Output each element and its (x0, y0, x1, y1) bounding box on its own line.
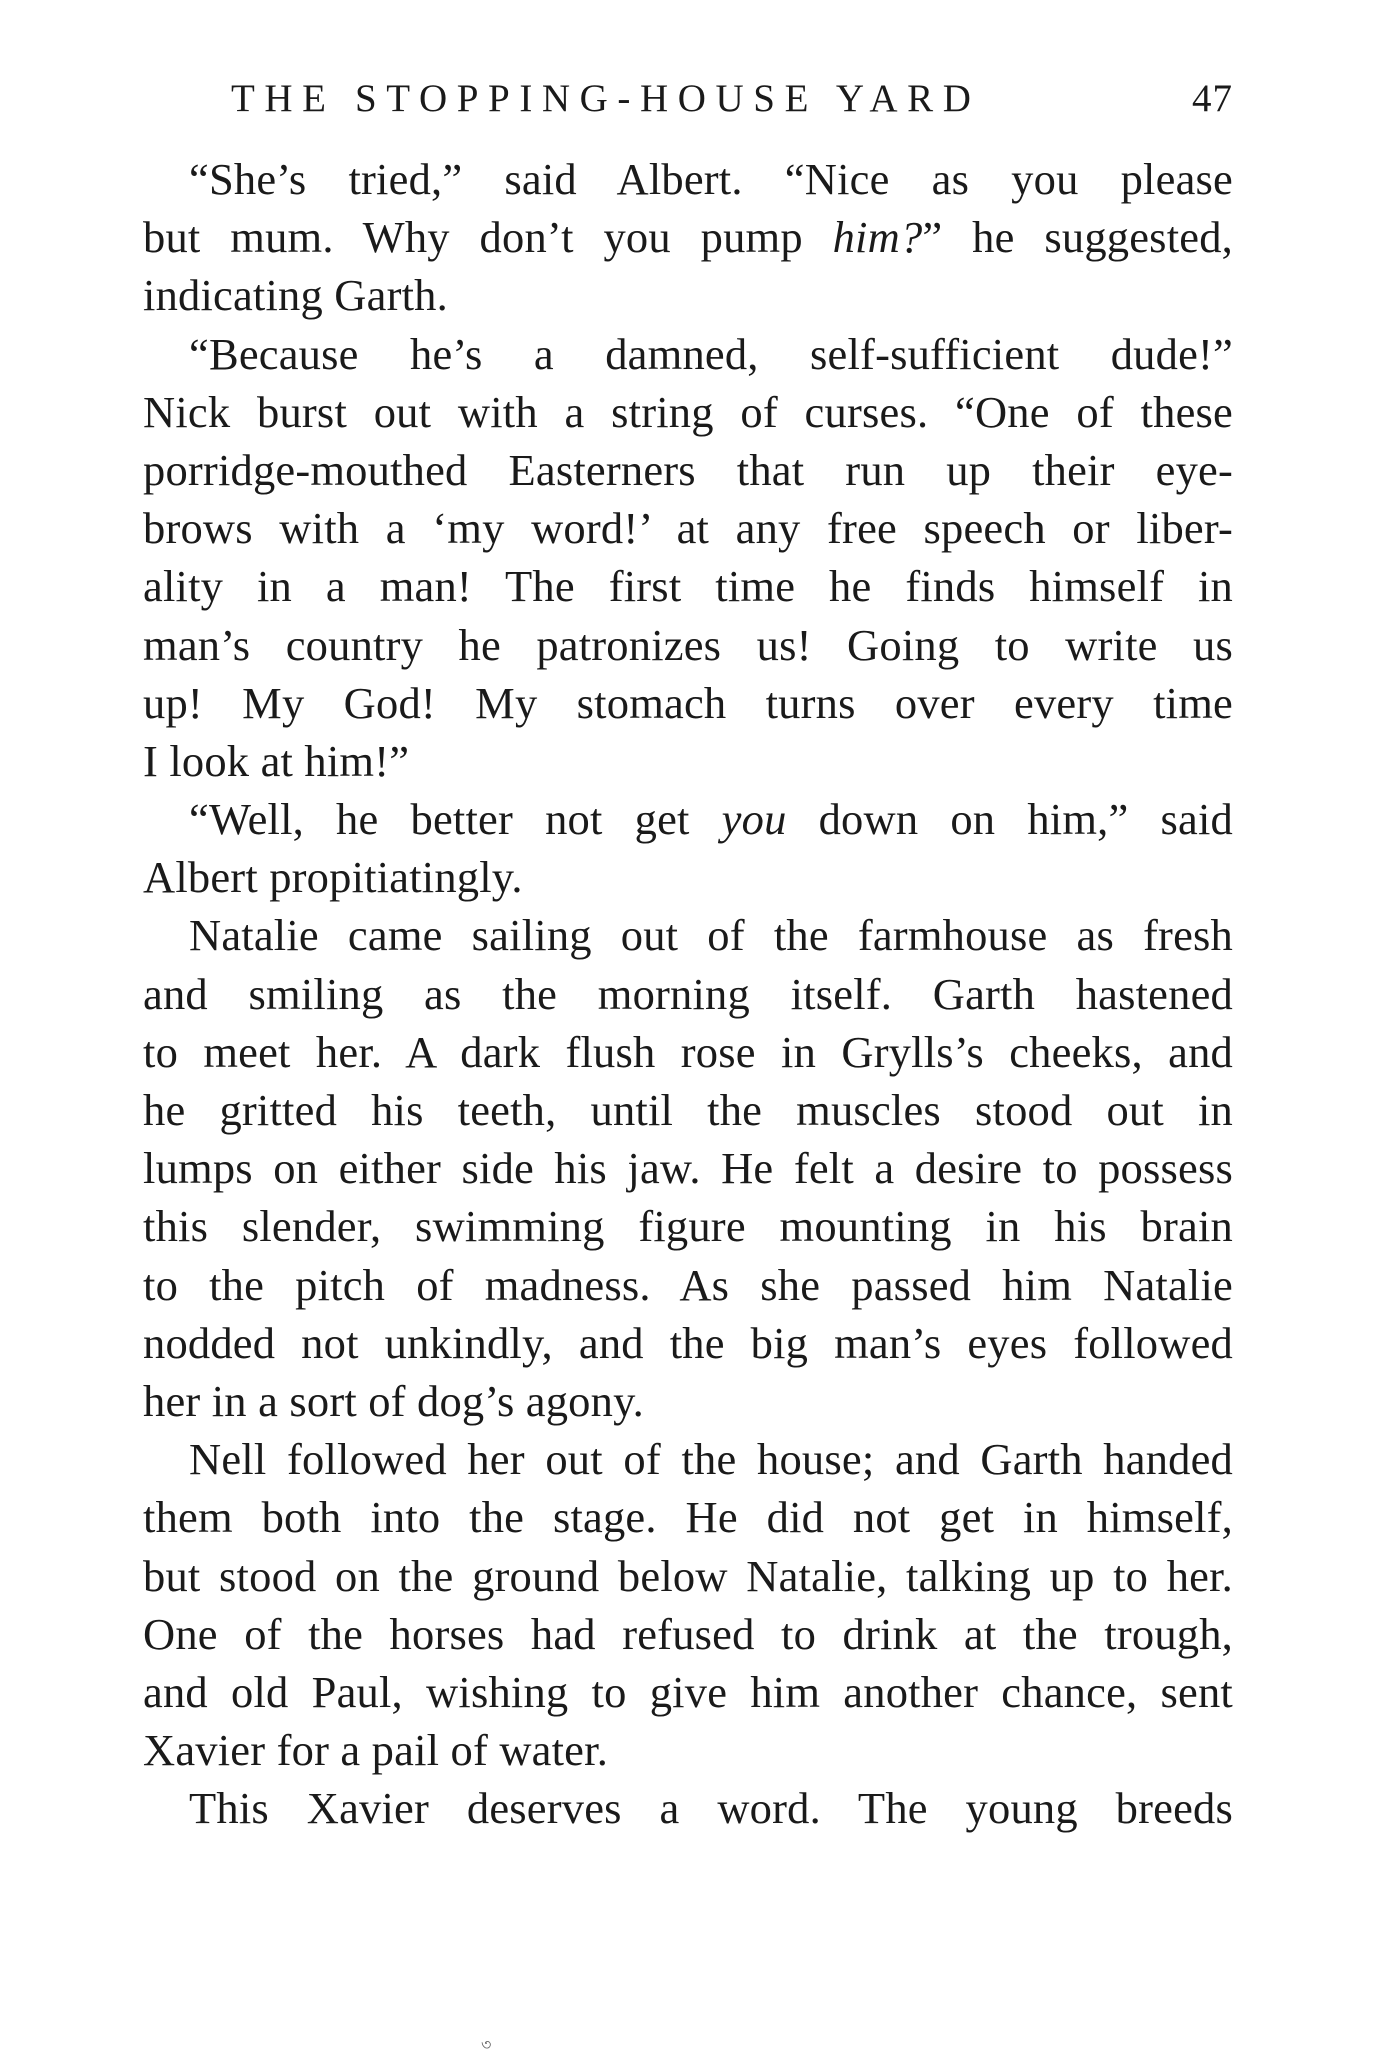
italic-word: him? (832, 212, 923, 263)
text-line: This Xavier deserves a word. The young breeds (189, 1783, 1233, 1834)
text-span: but mum. Why don’t you pump (143, 212, 833, 263)
text-line: this slender, swimming figure mounting in his brain (143, 1201, 1233, 1252)
text-line (143, 790, 1233, 848)
text-line: he gritted his teeth, until the muscles stood out in (143, 1085, 1233, 1135)
text-line: her in a sort of dog’s agony. (143, 1375, 644, 1426)
text-line: and old Paul, wishing to give him another chance, sent (143, 1666, 1233, 1717)
text-line: them both into the stage. He did not get in himself, (143, 1492, 1233, 1543)
text-line: Nell followed her out of the house; and Garth handed (189, 1434, 1233, 1485)
text-line: and smiling as the morning itself. Garth hastened (143, 968, 1233, 1019)
text-line: Natalie came sailing out of the farmhouse as fresh (189, 910, 1233, 961)
text-line (143, 208, 1233, 266)
text-line: lumps on either side his jaw. He felt a desire to possess (143, 1143, 1233, 1194)
text-line: “Because he’s a damned, self-sufficient dude!” (189, 328, 1233, 379)
italic-word: you (721, 794, 787, 845)
text-line: man’s country he patronizes us! Going to write us (143, 619, 1233, 670)
body-text (143, 150, 1233, 1837)
running-head (143, 76, 1233, 132)
text-line: to meet her. A dark flush rose in Grylls’s cheeks, and (143, 1026, 1233, 1077)
text-line: One of the horses had refused to drink at the trough, (143, 1608, 1233, 1659)
text-line: up! My God! My stomach turns over every time (143, 677, 1233, 728)
text-line: I look at him!” (143, 735, 410, 786)
text-line: porridge-mouthed Easterners that run up their eye- (143, 444, 1233, 495)
text-line: Nick burst out with a string of curses. “One of these (143, 386, 1233, 437)
text-line: Albert propitiatingly. (143, 852, 523, 903)
text-line: to the pitch of madness. As she passed him Natalie (143, 1259, 1233, 1310)
text-line: but stood on the ground below Natalie, talking up to her. (143, 1550, 1233, 1601)
text-span: down on him,” said (786, 794, 1233, 845)
text-line: ality in a man! The first time he finds himself in (143, 561, 1233, 612)
text-span: ” he suggested, (922, 212, 1233, 263)
footer-mark: ৩ (481, 2035, 492, 2054)
text-line: brows with a ‘my word!’ at any free speech or liber- (143, 503, 1233, 554)
text-line: indicating Garth. (143, 270, 448, 321)
text-line: nodded not unkindly, and the big man’s eyes followed (143, 1317, 1233, 1368)
text-span: “Well, he better not get (189, 794, 722, 845)
running-title: THE STOPPING-HOUSE YARD (231, 77, 981, 120)
text-line: Xavier for a pail of water. (143, 1725, 609, 1776)
text-line: “She’s tried,” said Albert. “Nice as you please (189, 154, 1233, 204)
page-number: 47 (1192, 77, 1233, 120)
